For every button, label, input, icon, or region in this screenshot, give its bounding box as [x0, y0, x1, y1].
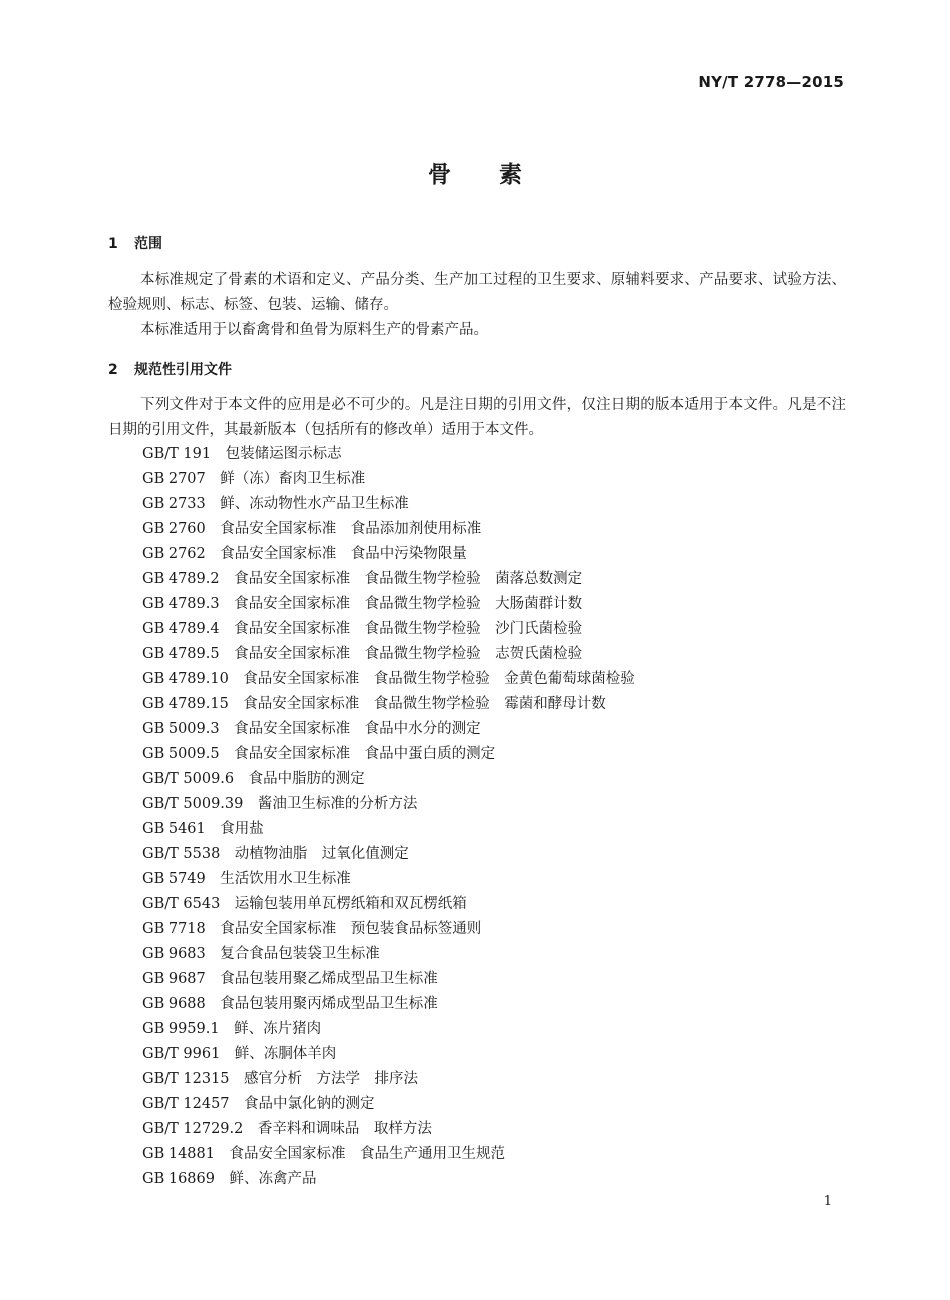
- reference-item: GB 2733 鲜、冻动物性水产品卫生标准: [142, 496, 409, 512]
- scope-paragraph-1: 本标准规定了骨素的术语和定义、产品分类、生产加工过程的卫生要求、原辅料要求、产品要求、试验方法、检验规则、标志、标签、包装、运输、储存。: [108, 272, 846, 313]
- reference-item: GB 2707 鲜（冻）畜肉卫生标准: [142, 471, 366, 487]
- reference-item: GB/T 12315 感官分析 方法学 排序法: [142, 1071, 419, 1087]
- reference-item: GB 4789.15 食品安全国家标准 食品微生物学检验 霉菌和酵母计数: [142, 696, 606, 712]
- reference-item: GB/T 6543 运输包装用单瓦楞纸箱和双瓦楞纸箱: [142, 896, 467, 912]
- reference-item: GB/T 5009.39 酱油卫生标准的分析方法: [142, 796, 418, 812]
- scope-paragraph-2: 本标准适用于以畜禽骨和鱼骨为原料生产的骨素产品。: [140, 322, 488, 338]
- reference-item: GB 4789.3 食品安全国家标准 食品微生物学检验 大肠菌群计数: [142, 596, 583, 612]
- section-heading-references: [108, 359, 232, 379]
- reference-list: [142, 442, 635, 1192]
- section-heading-scope: [108, 233, 162, 253]
- section-number: 2: [108, 362, 118, 378]
- document-title: 骨素: [428, 162, 570, 188]
- reference-item: GB 9688 食品包装用聚丙烯成型品卫生标准: [142, 996, 438, 1012]
- reference-item: GB 5461 食用盐: [142, 821, 264, 837]
- reference-item: GB/T 12457 食品中氯化钠的测定: [142, 1096, 375, 1112]
- reference-item: GB/T 9961 鲜、冻胴体羊肉: [142, 1046, 337, 1062]
- reference-item: GB 5009.5 食品安全国家标准 食品中蛋白质的测定: [142, 746, 496, 762]
- reference-item: GB 14881 食品安全国家标准 食品生产通用卫生规范: [142, 1146, 505, 1162]
- reference-item: GB/T 5538 动植物油脂 过氧化值测定: [142, 846, 409, 862]
- reference-item: GB/T 5009.6 食品中脂肪的测定: [142, 771, 365, 787]
- reference-item: GB 9959.1 鲜、冻片猪肉: [142, 1021, 322, 1037]
- reference-item: GB 9683 复合食品包装袋卫生标准: [142, 946, 380, 962]
- reference-item: GB/T 12729.2 香辛料和调味品 取样方法: [142, 1121, 432, 1137]
- reference-item: GB 4789.10 食品安全国家标准 食品微生物学检验 金黄色葡萄球菌检验: [142, 671, 635, 687]
- standard-code: NY/T 2778—2015: [698, 73, 844, 91]
- reference-item: GB 4789.5 食品安全国家标准 食品微生物学检验 志贺氏菌检验: [142, 646, 583, 662]
- section-title: 范围: [134, 236, 162, 252]
- section-title: 规范性引用文件: [134, 362, 232, 378]
- reference-item: GB 4789.2 食品安全国家标准 食品微生物学检验 菌落总数测定: [142, 571, 583, 587]
- reference-item: GB 16869 鲜、冻禽产品: [142, 1171, 317, 1187]
- reference-item: GB 5009.3 食品安全国家标准 食品中水分的测定: [142, 721, 481, 737]
- reference-item: GB 5749 生活饮用水卫生标准: [142, 871, 351, 887]
- page-number: 1: [823, 1194, 832, 1209]
- reference-item: GB 7718 食品安全国家标准 预包装食品标签通则: [142, 921, 482, 937]
- section-number: 1: [108, 236, 118, 252]
- reference-item: GB 9687 食品包装用聚乙烯成型品卫生标准: [142, 971, 438, 987]
- reference-item: GB 2760 食品安全国家标准 食品添加剂使用标准: [142, 521, 482, 537]
- reference-item: GB/T 191 包装储运图示标志: [142, 446, 342, 462]
- reference-item: GB 2762 食品安全国家标准 食品中污染物限量: [142, 546, 467, 562]
- reference-item: GB 4789.4 食品安全国家标准 食品微生物学检验 沙门氏菌检验: [142, 621, 583, 637]
- references-intro: 下列文件对于本文件的应用是必不可少的。凡是注日期的引用文件，仅注日期的版本适用于本文件。凡是不注日期的引用文件，其最新版本（包括所有的修改单）适用于本文件。: [108, 397, 846, 438]
